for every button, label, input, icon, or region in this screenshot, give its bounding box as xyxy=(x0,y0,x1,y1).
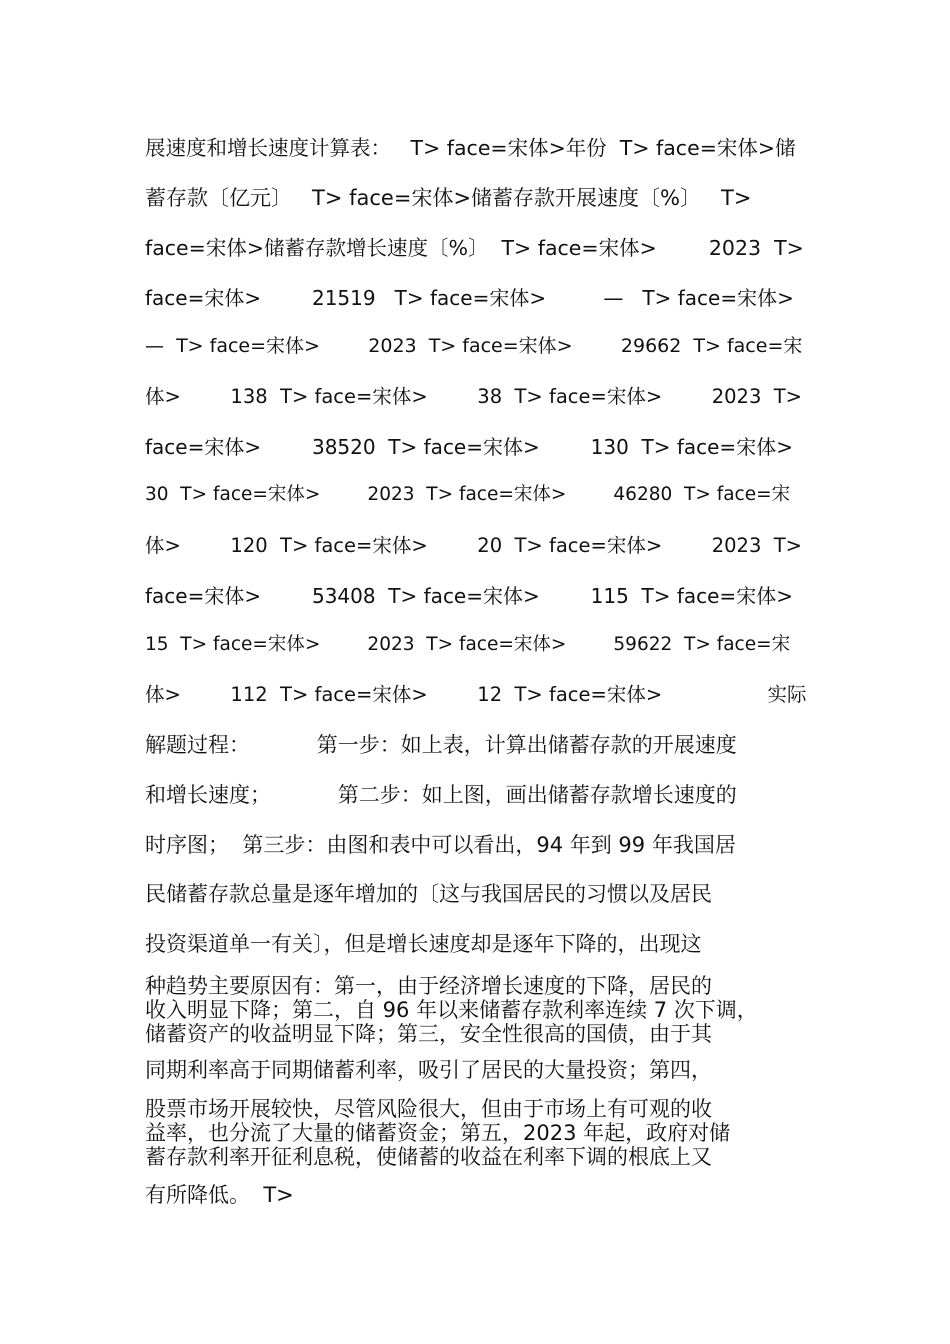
text-line: 30 T> face=宋体> 2023 T> face=宋体> 46280 T> face=宋 xyxy=(145,484,791,505)
text-line: 时序图； 第三步：由图和表中可以看出，94 年到 99 年我国居 xyxy=(145,833,736,857)
text-line: 蓄存款〔亿元〕 T> face=宋体>储蓄存款开展速度〔%〕 T> xyxy=(145,186,752,210)
text-line: face=宋体> 21519 T> face=宋体> — T> face=宋体> xyxy=(145,286,794,310)
text-line: 收入明显下降；第二，自 96 年以来储蓄存款利率连续 7 次下调， xyxy=(145,998,758,1022)
text-line: 体> 138 T> face=宋体> 38 T> face=宋体> 2023 T> xyxy=(145,385,803,408)
text-line: 投资渠道单一有关〕，但是增长速度却是逐年下降的，出现这 xyxy=(145,932,702,956)
text-line: 体> 120 T> face=宋体> 20 T> face=宋体> 2023 T> xyxy=(145,534,803,557)
text-line: — T> face=宋体> 2023 T> face=宋体> 29662 T> face=宋 xyxy=(145,335,803,357)
text-line: 股票市场开展较快，尽管风险很大，但由于市场上有可观的收 xyxy=(145,1097,712,1121)
text-line: 蓄存款利率开征利息税，使储蓄的收益在利率下调的根底上又 xyxy=(145,1145,712,1169)
text-line: 种趋势主要原因有：第一，由于经济增长速度的下降，居民的 xyxy=(145,974,712,998)
text-line: 体> 112 T> face=宋体> 12 T> face=宋体> 实际 xyxy=(145,683,807,706)
text-line: 15 T> face=宋体> 2023 T> face=宋体> 59622 T> face=宋 xyxy=(145,634,791,655)
text-line: 有所降低。 T> xyxy=(145,1183,294,1207)
text-line: 同期利率高于同期储蓄利率，吸引了居民的大量投资；第四， xyxy=(145,1058,712,1082)
text-line: face=宋体> 53408 T> face=宋体> 115 T> face=宋体> xyxy=(145,584,793,608)
text-line: 益率，也分流了大量的储蓄资金；第五，2023 年起，政府对储 xyxy=(145,1121,731,1145)
text-line: face=宋体> 38520 T> face=宋体> 130 T> face=宋体> xyxy=(145,435,793,459)
text-line: 展速度和增长速度计算表： T> face=宋体>年份 T> face=宋体>储 xyxy=(145,136,796,160)
text-line: 和增长速度； 第二步：如上图，画出储蓄存款增长速度的 xyxy=(145,783,737,807)
text-line: 民储蓄存款总量是逐年增加的〔这与我国居民的习惯以及居民 xyxy=(145,882,712,906)
text-line: 储蓄资产的收益明显下降；第三，安全性很高的国债，由于其 xyxy=(145,1022,712,1046)
text-line: face=宋体>储蓄存款增长速度〔%〕 T> face=宋体> 2023 T> xyxy=(145,236,804,260)
text-line: 解题过程： 第一步：如上表，计算出储蓄存款的开展速度 xyxy=(145,733,737,757)
